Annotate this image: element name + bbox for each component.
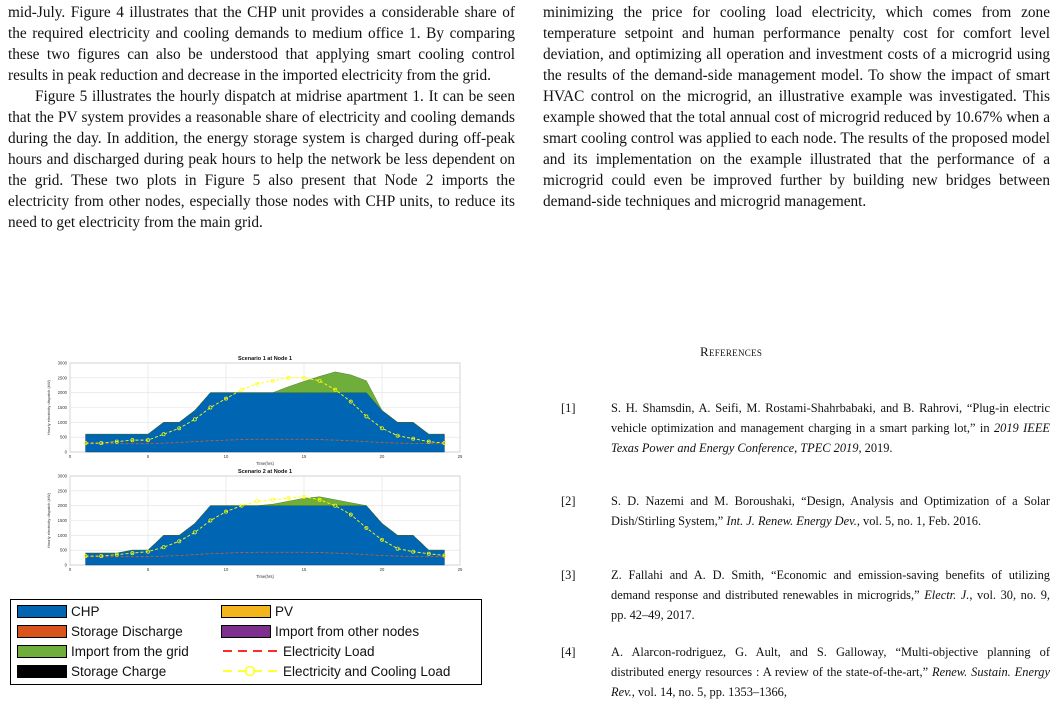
reference-venue: Electr. J.: [924, 588, 970, 602]
y-tick-label: 3000: [57, 473, 67, 479]
legend-label: Electricity and Cooling Load: [283, 663, 451, 679]
legend-label: Import from the grid: [71, 643, 189, 659]
legend-label: Electricity Load: [283, 643, 375, 659]
x-tick-label: 25: [457, 454, 463, 459]
y-tick-label: 1500: [57, 518, 67, 523]
x-tick-label: 25: [457, 567, 463, 572]
paragraph: minimizing the price for cooling load electricity, which comes from zone temperature setpoint and human performance penalty cost for comfort level deviation, and optimizing all operation and investment costs of a microgrid using the results of the demand-side management model. To show the impact of smart HVAC control on the microgrid, an illustrative example was investigated. This example showed that the total annual cost of microgrid reduced by 10.67% when a smart cooling control was applied to each node. The results of the proposed model and its implementation on the example illustrated that the performance of a microgrid could even be improved further by building new bridges between demand-side techniques and microgrid management.: [543, 4, 1050, 210]
reference-venue: Int. J. Renew. Energy Dev.: [726, 514, 857, 528]
reference-number: [4]: [561, 645, 576, 659]
x-tick-label: 10: [223, 567, 229, 572]
legend-item: [221, 662, 450, 680]
y-tick-label: 3000: [57, 360, 67, 366]
y-tick-label: 2000: [57, 503, 67, 509]
y-tick-label: 1000: [57, 532, 67, 538]
x-tick-label: 0: [68, 567, 72, 572]
chart-title: Scenario 2 at Node 1: [237, 469, 293, 475]
paragraph: Figure 5 illustrates the hourly dispatch at midrise apartment 1. It can be seen that the PV system provides a reasonable share of electricity and cooling demands during the day. In addition, the energy storage system is charged during off-peak hours and discharged during peak hours to help the network be less dependent on the grid. These two plots in Figure 5 also present that Node 2 imports the electricity from other nodes, especially those nodes with CHP units, to reduce its need to get electricity from the main grid.: [8, 88, 515, 231]
references-heading: References: [700, 344, 763, 359]
x-tick-label: 20: [379, 454, 385, 459]
x-tick-label: 5: [146, 567, 150, 572]
y-axis-label: Hourly electricity dispatch (kW): [46, 380, 51, 435]
right-column: [543, 0, 1050, 212]
reference-text: S. D. Nazemi and M. Boroushaki, “Design, Analysis and Optimization of a Solar Dish/Stirling System,” Int. J. Renew. Energy Dev., vol. 5, no. 1, Feb. 2016.: [611, 494, 1050, 528]
reference-number: [1]: [561, 401, 576, 415]
x-axis-label: Time(hrs): [256, 574, 274, 579]
x-tick-label: 20: [379, 567, 385, 572]
legend-swatch: [221, 664, 279, 678]
legend-swatch: [221, 625, 271, 638]
legend-item: [221, 642, 375, 660]
x-tick-label: 10: [223, 454, 229, 459]
y-tick-label: 1500: [57, 405, 67, 410]
y-tick-label: 500: [60, 547, 67, 553]
reference-number: [3]: [561, 568, 576, 582]
y-tick-label: 2000: [57, 390, 67, 396]
legend-label: Storage Charge: [71, 663, 167, 679]
legend-swatch: [17, 625, 67, 638]
reference-venue: 2019 IEEE Texas Power and Energy Conference, TPEC 2019: [611, 421, 1050, 455]
reference-text: A. Alarcon-rodriguez, G. Ault, and S. Galloway, “Multi-objective planning of distributed energy resources : A review of the state-of-the-art,” Renew. Sustain. Energy Rev., vol. 14, no. 5, pp. 1353–1366,: [611, 645, 1050, 699]
paragraph: mid-July. Figure 4 illustrates that the CHP unit provides a considerable share of the required electricity and cooling demands to medium office 1. By comparing these two figures can also be understood that applying smart cooling control results in peak reduction and decrease in the imported electricity from the grid.: [8, 4, 515, 84]
legend-item: [221, 622, 419, 640]
y-tick-label: 1000: [57, 419, 67, 425]
reference-number: [2]: [561, 494, 576, 508]
legend-item: [17, 642, 189, 660]
reference-item: [543, 398, 1050, 458]
reference-item: [543, 565, 1050, 625]
y-tick-label: 2500: [57, 488, 67, 494]
legend-swatch: [17, 645, 67, 658]
x-tick-label: 5: [146, 454, 150, 459]
left-column: [8, 0, 515, 233]
legend-item: [17, 602, 100, 620]
legend-swatch: [221, 605, 271, 618]
legend-label: CHP: [71, 603, 100, 619]
reference-item: [543, 491, 1050, 531]
legend-label: PV: [275, 603, 294, 619]
reference-venue: Renew. Sustain. Energy Rev.: [611, 665, 1050, 699]
legend-item: [221, 602, 293, 620]
reference-text: S. H. Shamsdin, A. Seifi, M. Rostami-Shahrbabaki, and B. Rahrovi, “Plug-in electric vehicle optimization and management charging in a smart parking lot,” in 2019 IEEE Texas Power and Energy Conference, TPEC 2019, 2019.: [611, 401, 1050, 455]
y-axis-label: Hourly electricity dispatch (kW): [46, 493, 51, 548]
reference-text: Z. Fallahi and A. D. Smith, “Economic and emission-saving benefits of utilizing demand response and distributed renewables in microgrids,” Electr. J., vol. 30, no. 9, pp. 42–49, 2017.: [611, 568, 1050, 622]
legend-swatch: [221, 644, 279, 658]
y-tick-label: 2500: [57, 375, 67, 381]
y-tick-label: 0: [64, 449, 67, 455]
reference-item: [543, 642, 1050, 702]
legend-item: [17, 662, 166, 680]
y-tick-label: 500: [60, 434, 67, 440]
chart-scenario-2: [14, 464, 470, 582]
legend-item: [17, 622, 183, 640]
legend-label: Import from other nodes: [275, 623, 420, 639]
chart-title: Scenario 1 at Node 1: [237, 356, 293, 362]
chart-legend: [10, 599, 482, 685]
x-tick-label: 15: [301, 567, 307, 572]
x-axis-label: Time(hrs): [256, 461, 274, 466]
y-tick-label: 0: [64, 562, 67, 568]
chart-scenario-1: [14, 351, 470, 469]
legend-swatch: [17, 605, 67, 618]
legend-label: Storage Discharge: [71, 623, 183, 639]
x-tick-label: 15: [301, 454, 307, 459]
x-tick-label: 0: [68, 454, 72, 459]
legend-swatch: [17, 665, 67, 678]
